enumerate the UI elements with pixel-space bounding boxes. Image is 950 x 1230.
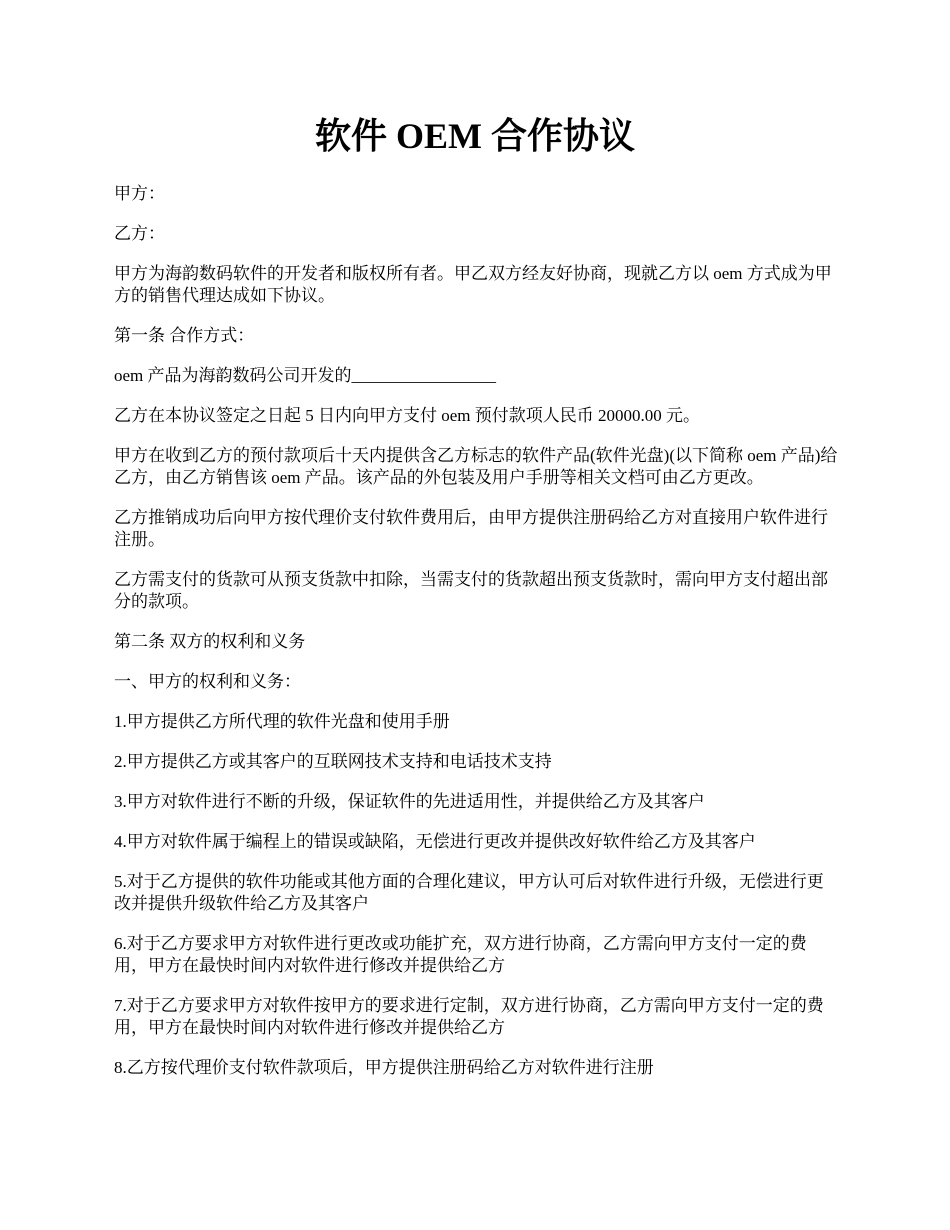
- clause-item: 1.甲方提供乙方所代理的软件光盘和使用手册: [114, 712, 450, 731]
- clause-item: 2.甲方提供乙方或其客户的互联网技术支持和电话技术支持: [114, 752, 552, 771]
- oem-product-line: oem 产品为海韵数码公司开发的_________________: [114, 366, 497, 385]
- party-b-line: 乙方：: [114, 224, 165, 243]
- document-body: [114, 183, 838, 1097]
- clause-item: 4.甲方对软件属于编程上的错误或缺陷，无偿进行更改并提供改好软件给乙方及其客户: [114, 832, 756, 851]
- clause-item: 8.乙方按代理价支付软件款项后，甲方提供注册码给乙方对软件进行注册: [114, 1058, 654, 1077]
- prepayment-paragraph: 乙方在本协议签定之日起 5 日内向甲方支付 oem 预付款项人民币 20000.00 元。: [114, 406, 701, 425]
- document-title: 软件 OEM 合作协议: [315, 116, 635, 156]
- clause-item: 5.对于乙方提供的软件功能或其他方面的合理化建议，甲方认可后对软件进行升级，无偿进行更改并提供升级软件给乙方及其客户: [114, 872, 824, 913]
- party-a-line: 甲方：: [114, 184, 165, 203]
- party-a-rights-heading: 一、甲方的权利和义务：: [114, 672, 301, 691]
- article-2-heading: 第二条 双方的权利和义务: [114, 632, 306, 651]
- article-1-heading: 第一条 合作方式：: [114, 326, 255, 345]
- registration-paragraph: 乙方推销成功后向甲方按代理价支付软件费用后，由甲方提供注册码给乙方对直接用户软件进行注册。: [114, 508, 828, 549]
- payment-deduction-paragraph: 乙方需支付的货款可从预支货款中扣除，当需支付的货款超出预支货款时，需向甲方支付超出部分的款项。: [114, 570, 828, 611]
- delivery-paragraph: 甲方在收到乙方的预付款项后十天内提供含乙方标志的软件产品(软件光盘)(以下简称 oem 产品)给乙方，由乙方销售该 oem 产品。该产品的外包装及用户手册等相关文档可由乙方更改。: [114, 446, 838, 487]
- clause-item: 6.对于乙方要求甲方对软件进行更改或功能扩充，双方进行协商，乙方需向甲方支付一定的费用，甲方在最快时间内对软件进行修改并提供给乙方: [114, 934, 807, 975]
- clause-item: 3.甲方对软件进行不断的升级，保证软件的先进适用性，并提供给乙方及其客户: [114, 792, 705, 811]
- intro-paragraph: 甲方为海韵数码软件的开发者和版权所有者。甲乙双方经友好协商，现就乙方以 oem 方式成为甲方的销售代理达成如下协议。: [114, 264, 832, 305]
- clause-item: 7.对于乙方要求甲方对软件按甲方的要求进行定制，双方进行协商，乙方需向甲方支付一定的费用，甲方在最快时间内对软件进行修改并提供给乙方: [114, 996, 824, 1037]
